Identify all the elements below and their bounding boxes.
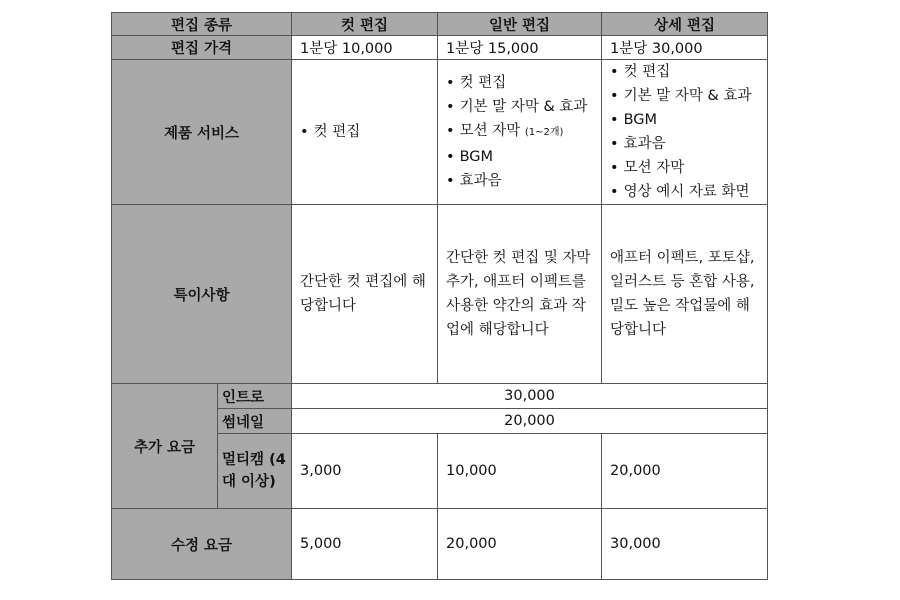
pricing-table: [111, 12, 768, 580]
multicam-normal: 10,000: [438, 434, 602, 509]
service-item: • 효과음: [446, 169, 593, 193]
service-item: • BGM: [610, 108, 759, 132]
thumbnail-label: 썸네일: [218, 409, 292, 434]
services-row: [112, 60, 768, 205]
header-cut-edit: 컷 편집: [292, 13, 438, 36]
thumbnail-value: 20,000: [292, 409, 768, 434]
revision-label: 수정 요금: [112, 509, 292, 580]
service-item: [446, 119, 593, 145]
extra-fee-label: 추가 요금: [112, 384, 218, 509]
service-item: • 모션 자막: [610, 156, 759, 180]
service-item: • 기본 말 자막 & 효과: [610, 84, 759, 108]
revision-normal: 20,000: [438, 509, 602, 580]
notes-label: 특이사항: [112, 205, 292, 384]
services-detail: [602, 60, 768, 205]
services-normal: [438, 60, 602, 205]
revision-row: [112, 509, 768, 580]
price-row: [112, 36, 768, 60]
extra-intro-row: [112, 384, 768, 409]
notes-cut: 간단한 컷 편집에 해당합니다: [292, 205, 438, 384]
multicam-label: 멀티캠 (4대 이상): [218, 434, 292, 509]
service-item: • 컷 편집: [300, 120, 429, 144]
service-item: • 효과음: [610, 132, 759, 156]
notes-normal: 간단한 컷 편집 및 자막 추가, 애프터 이펙트를 사용한 약간의 효과 작업에 해당합니다: [438, 205, 602, 384]
service-item: • 영상 예시 자료 화면: [610, 180, 759, 204]
service-item: • 컷 편집: [610, 60, 759, 84]
revision-cut: 5,000: [292, 509, 438, 580]
notes-row: [112, 205, 768, 384]
header-detail-edit: 상세 편집: [602, 13, 768, 36]
services-cut: [292, 60, 438, 205]
header-row: [112, 13, 768, 36]
service-item-note: (1~2개): [524, 127, 564, 138]
service-item: • 컷 편집: [446, 71, 593, 95]
service-item-text: 모션 자막: [459, 123, 521, 139]
price-normal: 1분당 15,000: [438, 36, 602, 60]
header-edit-type: 편집 종류: [112, 13, 292, 36]
price-cut: 1분당 10,000: [292, 36, 438, 60]
price-detail: 1분당 30,000: [602, 36, 768, 60]
multicam-detail: 20,000: [602, 434, 768, 509]
revision-detail: 30,000: [602, 509, 768, 580]
services-label: 제품 서비스: [112, 60, 292, 205]
price-label: 편집 가격: [112, 36, 292, 60]
intro-value: 30,000: [292, 384, 768, 409]
notes-detail: 애프터 이펙트, 포토샵, 일러스트 등 혼합 사용, 밀도 높은 작업물에 해당합니다: [602, 205, 768, 384]
header-normal-edit: 일반 편집: [438, 13, 602, 36]
service-item: • BGM: [446, 145, 593, 169]
service-item: • 기본 말 자막 & 효과: [446, 95, 593, 119]
multicam-cut: 3,000: [292, 434, 438, 509]
intro-label: 인트로: [218, 384, 292, 409]
